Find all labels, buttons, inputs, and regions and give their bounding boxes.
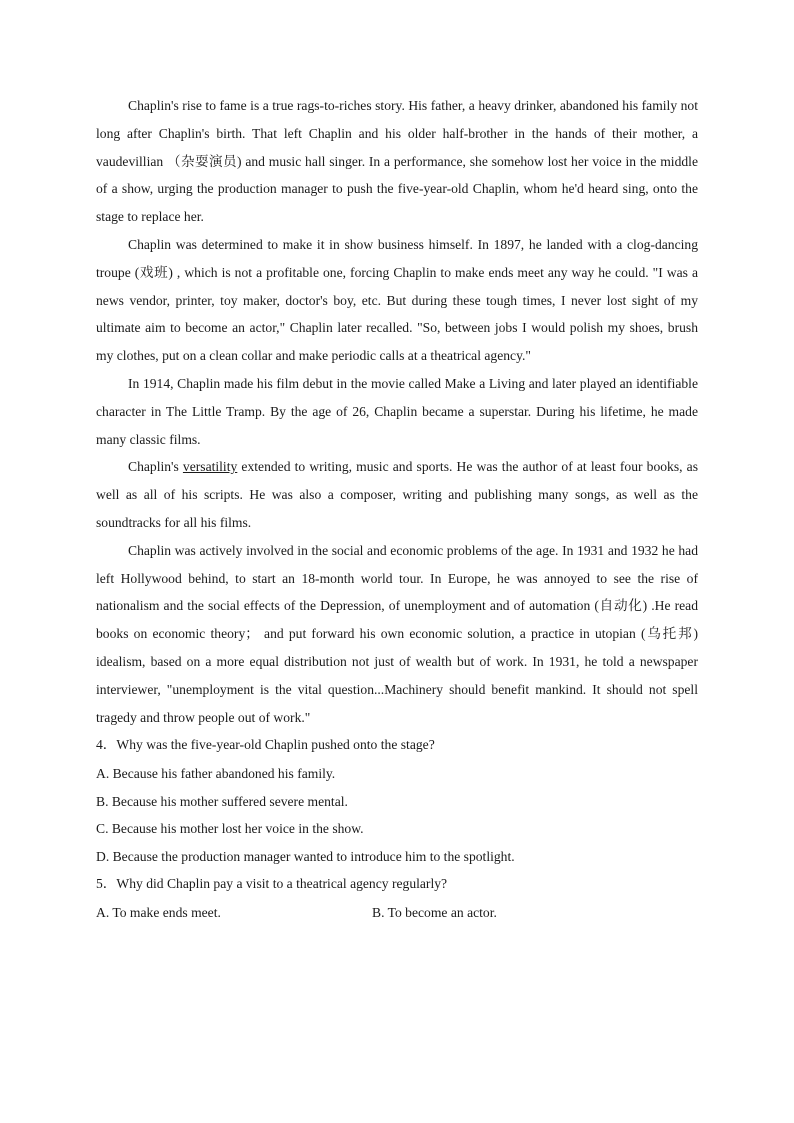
passage-paragraph-5: Chaplin was actively involved in the social and economic problems of the age. In 1931 and 1932 he had left Hollywood behind, to start an 18-month world tour. In Europe, he was annoyed to see the rise of nationalism and the social effects of the Depression, of unemployment and of automation (自动化) .He read books on economic theory； and put forward his own economic solution, a practice in utopian (乌托邦) idealism, based on a more equal distribution not just of wealth but of work. In 1931, he told a newspaper interviewer, "unemployment is the vital question...Machinery should benefit mankind. It should not spell tragedy and throw people out of work." (96, 542, 698, 725)
question-4-option-a: A. Because his father abandoned his family. (96, 765, 336, 781)
question-4-stem: 4．Why was the five-year-old Chaplin pushed onto the stage? (96, 737, 435, 753)
question-5 (96, 870, 698, 927)
question-4-option-d: D. Because the production manager wanted to introduce him to the spotlight. (96, 848, 515, 864)
paragraph-4-lead: Chaplin's (128, 459, 183, 475)
paragraph-4-rest: extended to writing, music and sports. He was the author of at least four books, as well as all of his scripts. He was also a composer, writing and publishing many songs, as well as the soundtracks for all his films. (96, 459, 698, 530)
passage-paragraph-1: Chaplin's rise to fame is a true rags-to-riches story. His father, a heavy drinker, abandoned his family not long after Chaplin's birth. That left Chaplin and his older half-brother in the hands of their mother, a vaudevillian （杂耍演员) and music hall singer. In a performance, she somehow lost her voice in the middle of a show, urging the production manager to push the five-year-old Chaplin, whom he'd heard sing, onto the stage to replace her. (96, 98, 698, 225)
passage-paragraph-4 (96, 453, 698, 536)
question-4-option-b: B. Because his mother suffered severe mental. (96, 793, 348, 809)
question-4-option-c: C. Because his mother lost her voice in the show. (96, 821, 364, 837)
passage-paragraph-2: Chaplin was determined to make it in show business himself. In 1897, he landed with a clog-dancing troupe (戏班) , which is not a profitable one, forcing Chaplin to make ends meet any way he could. "I was a news vendor, printer, toy maker, doctor's boy, etc. But during these tough times, I never lost sight of my ultimate aim to become an actor," Chaplin later recalled. "So, between jobs I would polish my shoes, brush my clothes, put on a clean collar and make periodic calls at a theatrical agency." (96, 236, 698, 364)
underlined-word-versatility: versatility (182, 459, 238, 475)
question-5-option-a: A. To make ends meet. (96, 904, 221, 920)
question-4 (96, 731, 698, 870)
question-5-stem: 5．Why did Chaplin pay a visit to a theatrical agency regularly? (96, 876, 448, 892)
question-5-options-row (96, 899, 698, 928)
document-page (96, 92, 698, 927)
passage-paragraph-3: In 1914, Chaplin made his film debut in the movie called Make a Living and later played an identifiable character in The Little Tramp. By the age of 26, Chaplin became a superstar. During his lifetime, he made many classic films. (96, 375, 698, 447)
question-5-option-b: B. To become an actor. (372, 904, 497, 920)
